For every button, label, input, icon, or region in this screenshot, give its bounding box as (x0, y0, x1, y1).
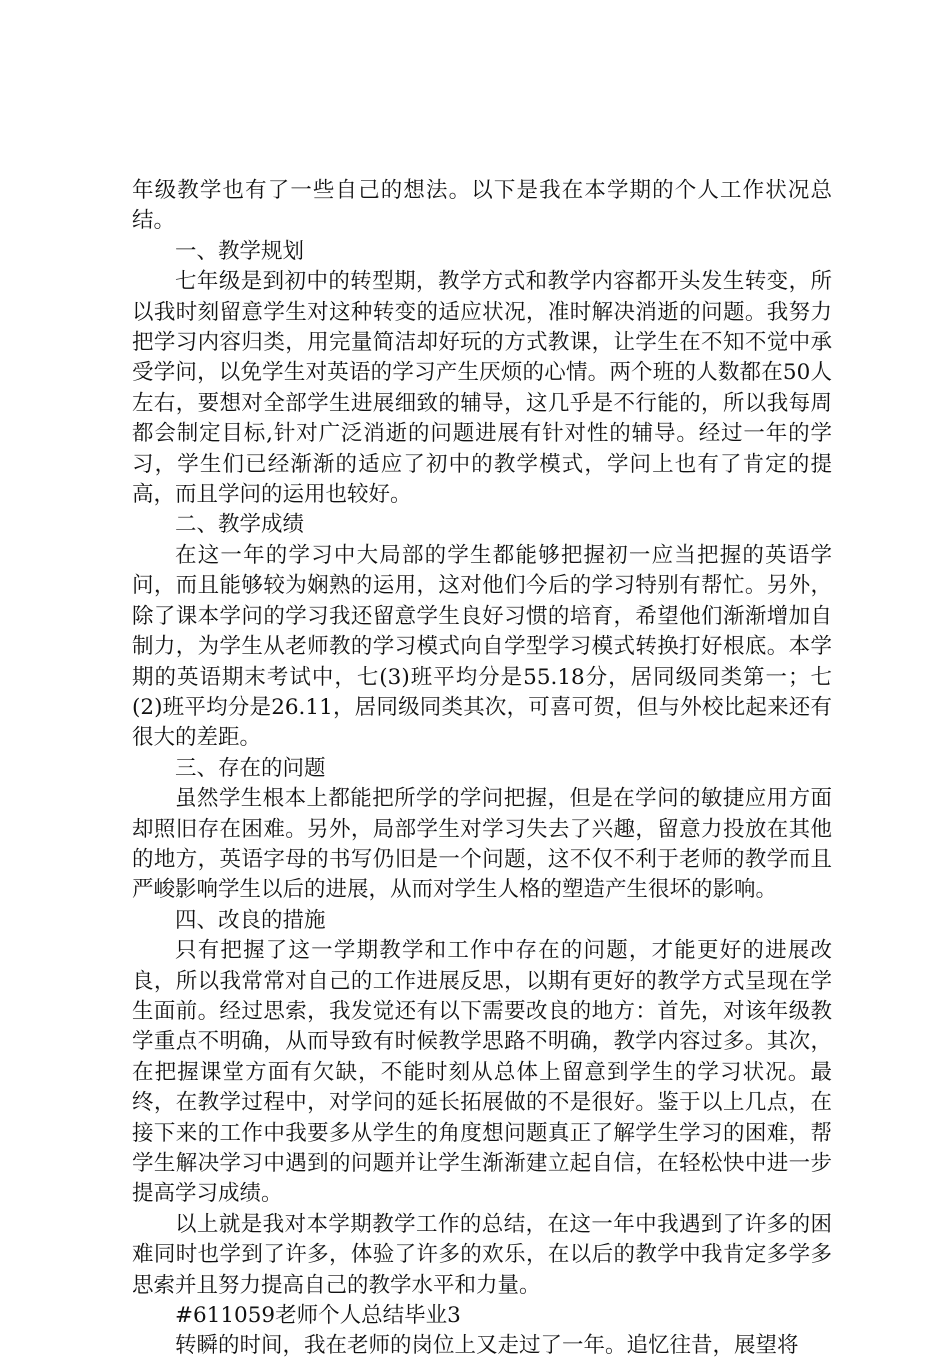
closing-paragraph: 以上就是我对本学期教学工作的总结，在这一年中我遇到了许多的困难同时也学到了许多，体验了许多的欢乐，在以后的教学中我肯定多学多思索并且努力提高自己的教学水平和力量。 (132, 1211, 832, 1298)
section-body-problems: 虽然学生根本上都能把所学的学问把握，但是在学问的敏捷应用方面却照旧存在困难。另外，局部学生对学习失去了兴趣，留意力投放在其他的地方，英语字母的书写仍旧是一个问题，这不仅不利于老师的教学而且严峻影响学生以后的进展，从而对学生人格的塑造产生很坏的影响。 (132, 786, 832, 903)
intro-paragraph: 年级教学也有了一些自己的想法。以下是我在本学期的个人工作状况总结。 (132, 178, 832, 234)
section-body-improvements: 只有把握了这一学期教学和工作中存在的问题，才能更好的进展改良，所以我常常对自己的工作进展反思，以期有更好的教学方式呈现在学生面前。经过思索，我发觉还有以下需要改良的地方：首先，对该年级教学重点不明确，从而导致有时候教学思路不明确，教学内容过多。其次，在把握课堂方面有欠缺，不能时刻从总体上留意到学生的学习状况。最终，在教学过程中，对学问的延长拓展做的不是很好。鉴于以上几点，在接下来的工作中我要多从学生的角度想问题真正了解学生学习的困难，帮学生解决学习中遇到的问题并让学生渐渐建立起自信，在轻松快中进一步提高学习成绩。 (132, 938, 832, 1207)
section-heading-improvements: 四、改良的措施 (175, 907, 326, 933)
section-heading-problems: 三、存在的问题 (175, 755, 326, 781)
next-article-title: #611059老师个人总结毕业3 (175, 1303, 461, 1329)
section-heading-plan: 一、教学规划 (175, 238, 305, 264)
section-heading-results: 二、教学成绩 (175, 512, 305, 538)
next-article-body: 转瞬的时间，我在老师的岗位上又走过了一年。追忆往昔，展望将 (175, 1333, 799, 1359)
section-body-plan: 七年级是到初中的转型期，教学方式和教学内容都开头发生转变，所以我时刻留意学生对这种转变的适应状况，准时解决消逝的问题。我努力把学习内容归类，用完量简洁却好玩的方式教课，让学生在不知不觉中承受学问，以免学生对英语的学习产生厌烦的心情。两个班的人数都在50人左右，要想对全部学生进展细致的辅导，这几乎是不行能的，所以我每周都会制定目标,针对广泛消逝的问题进展有针对性的辅导。经过一年的学习，学生们已经渐渐的适应了初中的教学模式，学问上也有了肯定的提高，而且学问的运用也较好。 (132, 269, 832, 508)
section-body-results: 在这一年的学习中大局部的学生都能够把握初一应当把握的英语学问，而且能够较为娴熟的运用，这对他们今后的学习特别有帮忙。另外，除了课本学问的学习我还留意学生良好习惯的培育，希望他们渐渐增加自制力，为学生从老师教的学习模式向自学型学习模式转换打好根底。本学期的英语期末考试中，七(3)班平均分是55.18分，居同级同类第一；七(2)班平均分是26.11，居同级同类其次，可喜可贺，但与外校比起来还有很大的差距。 (132, 542, 832, 751)
document-body (132, 176, 832, 1362)
